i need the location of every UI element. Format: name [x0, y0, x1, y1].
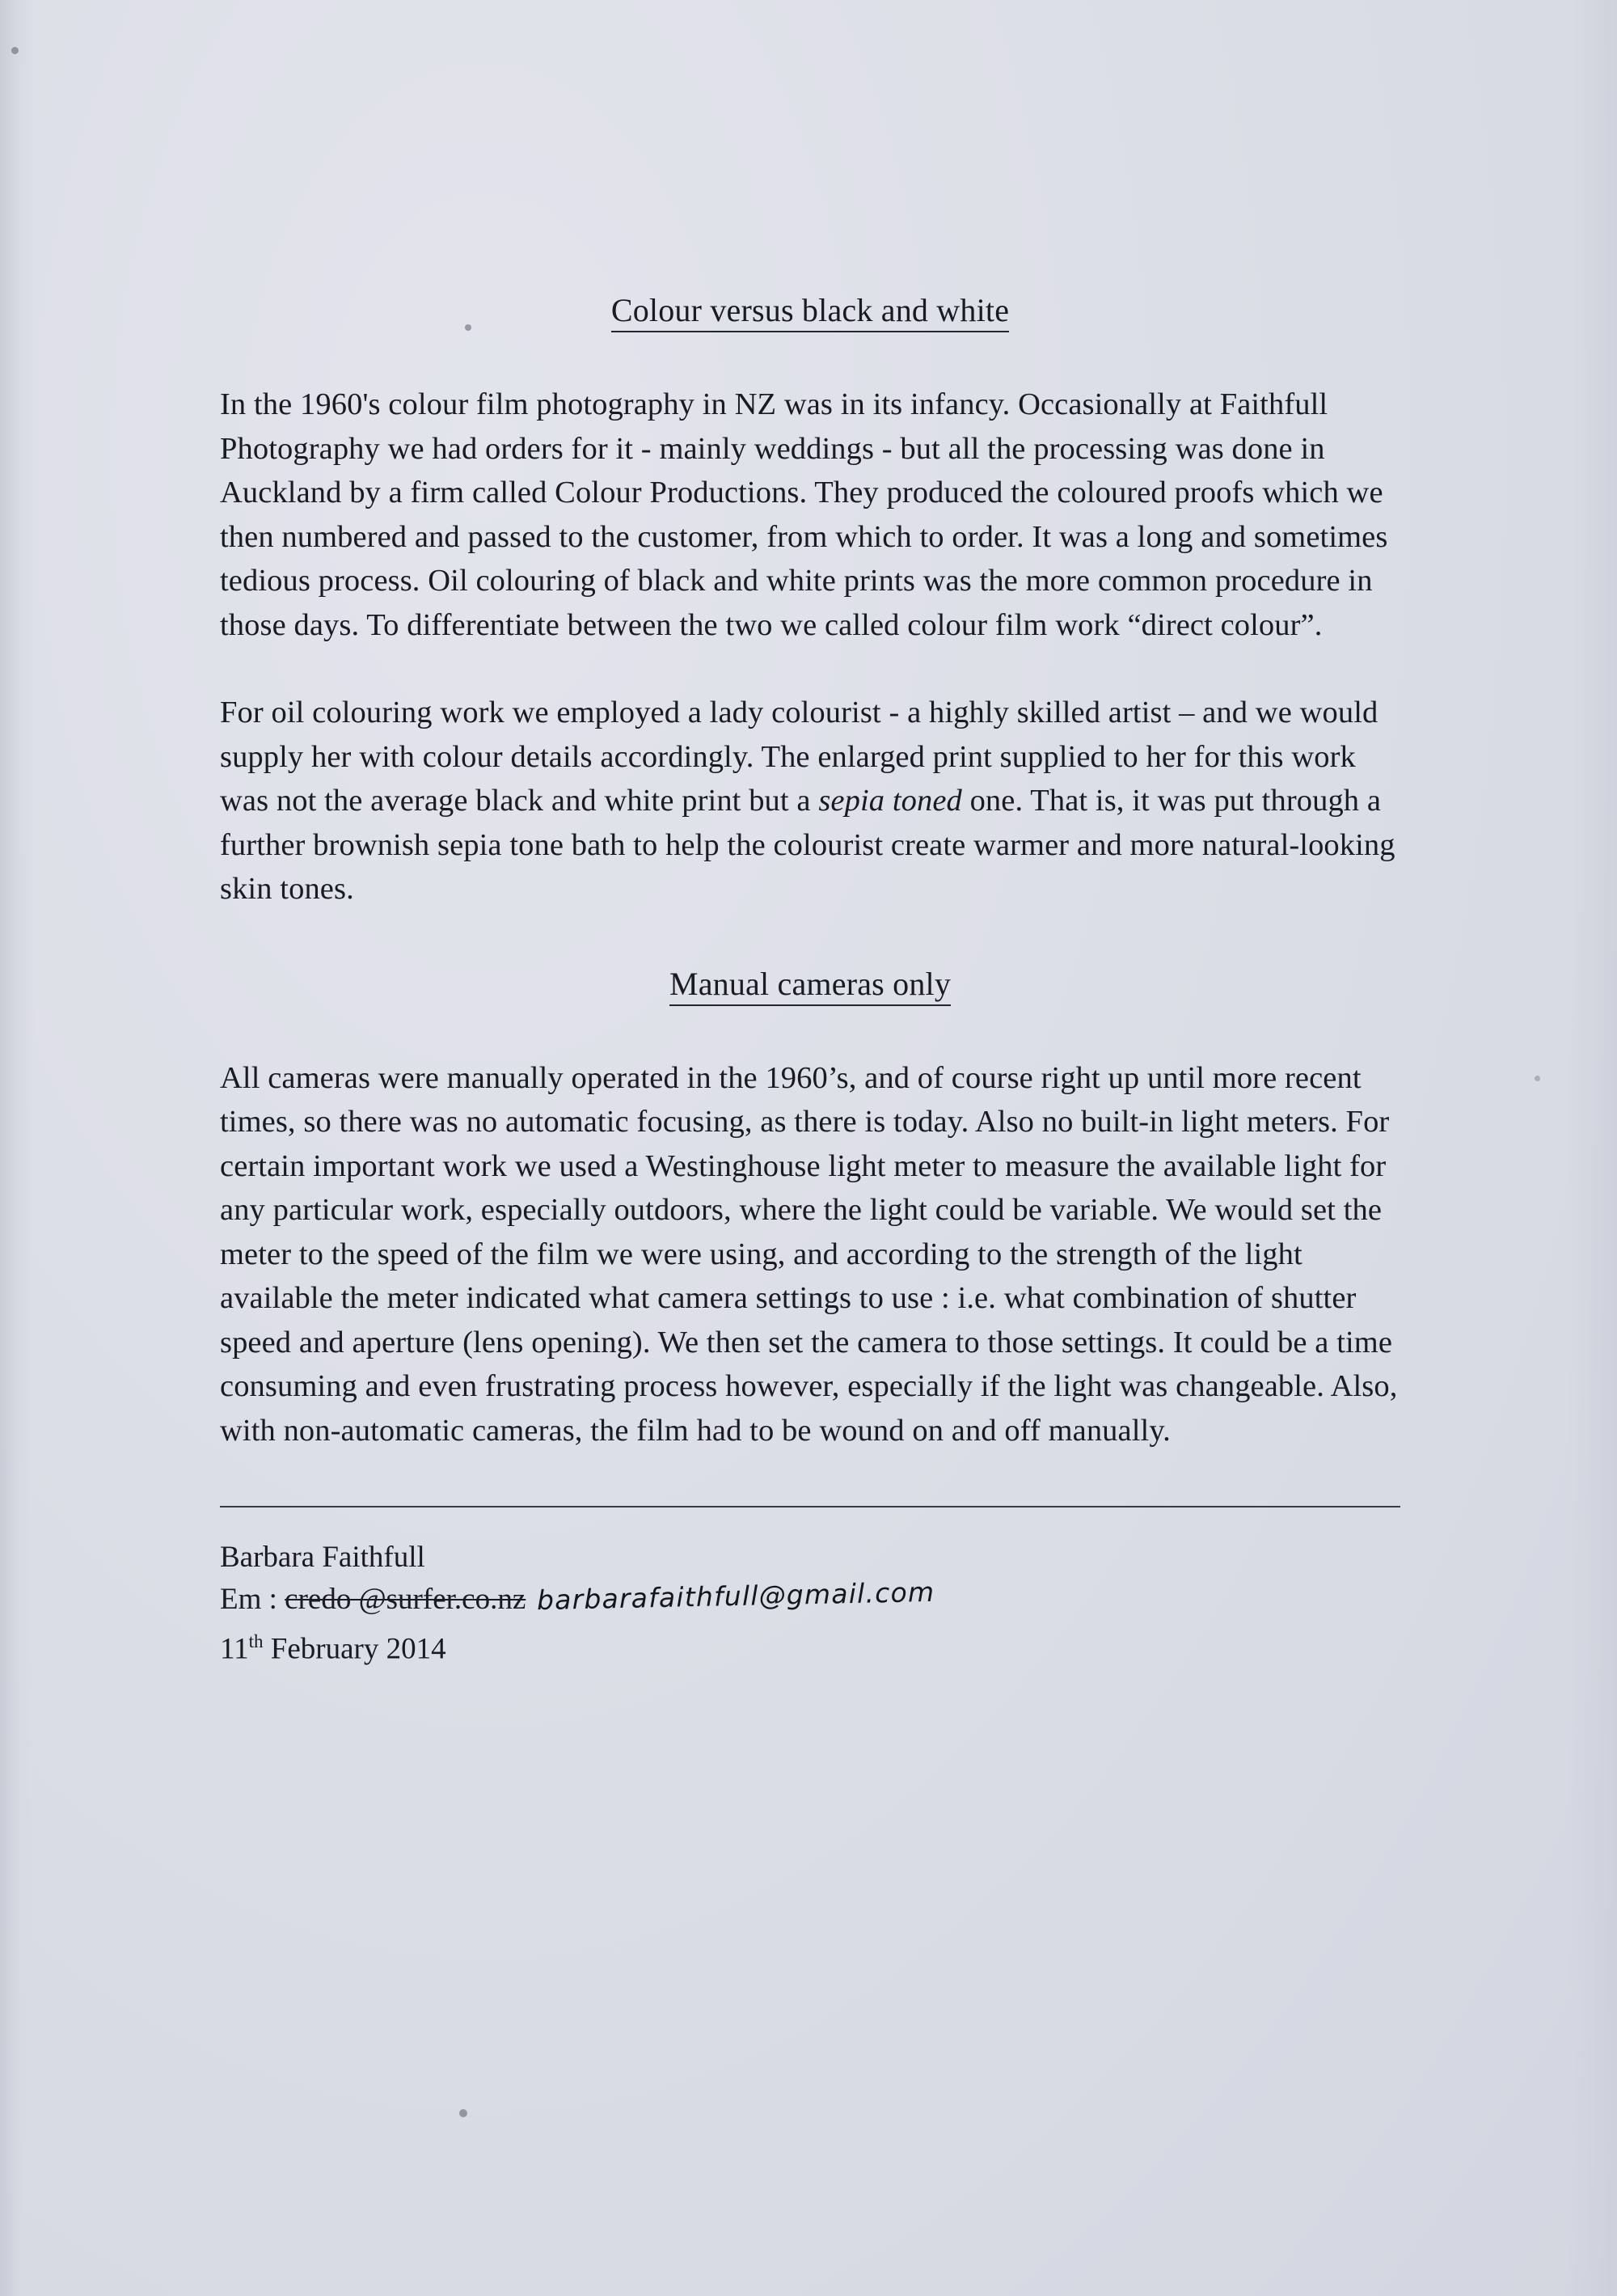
date-line — [220, 1621, 1400, 1670]
paragraph-2-part-2: one. That is, it was put through a further brownish sepia tone bath to help the colourist create warmer and more natural-looking skin tones. — [220, 784, 1395, 906]
signature-block — [220, 1537, 1400, 1670]
email-handwritten-annotation: barbarafaithfull@gmail.com — [536, 1575, 935, 1617]
paragraph-1: In the 1960's colour film photography in NZ was in its infancy. Occasionally at Faithfull Photography we had orders for it - mainly weddings - but all the processing was done in Auckland by a firm called Colour Productions. They produced the coloured proofs which we then numbered and passed to the customer, from which to order. It was a long and sometimes tedious process. Oil colouring of black and white prints was the more common procedure in those days. To differentiate between the two we called colour film work “direct colour”. — [220, 387, 1388, 642]
page-title — [220, 291, 1400, 329]
email-label: Em : — [220, 1583, 285, 1616]
scan-speck — [11, 47, 19, 54]
date-month-year: February 2014 — [263, 1632, 446, 1666]
paragraph-2 — [220, 691, 1400, 911]
scan-speck — [459, 2109, 467, 2117]
paragraph-2-emphasis: sepia toned — [818, 784, 962, 818]
paragraph-3: All cameras were manually operated in the 1960’s, and of course right up until more recent times, so there was no automatic focusing, as there is today. Also no built-in light meters. For certain important work we used a Westinghouse light meter to measure the available light for any particular work, especially outdoors, where the light could be variable. We would set the meter to the speed of the film we were using, and according to the strength of the light available the meter indicated what camera settings to use : i.e. what combination of shutter speed and aperture (lens opening). We then set the camera to those settings. It could be a time consuming and even frustrating process however, especially if the light was changeable. Also, with non-automatic cameras, the film had to be wound on and off manually. — [220, 1060, 1398, 1448]
author-name: Barbara Faithfull — [220, 1541, 425, 1574]
page-title-text: Colour versus black and white — [611, 292, 1009, 332]
email-line — [220, 1575, 1400, 1621]
scan-speck — [1535, 1076, 1540, 1081]
date-day: 11 — [220, 1632, 249, 1666]
document-body — [220, 291, 1400, 1670]
paragraph-2-part-1: For oil colouring work we employed a lady colourist - a highly skilled artist – and we would supply her with colour details accordingly. The enlarged print supplied to her for this work was not the average black and white print but a — [220, 696, 1378, 818]
section-heading — [220, 965, 1400, 1003]
date-ordinal-suffix: th — [248, 1631, 264, 1651]
email-struck-out: credo @surfer.co.nz — [285, 1583, 526, 1616]
section-heading-text: Manual cameras only — [669, 966, 951, 1006]
